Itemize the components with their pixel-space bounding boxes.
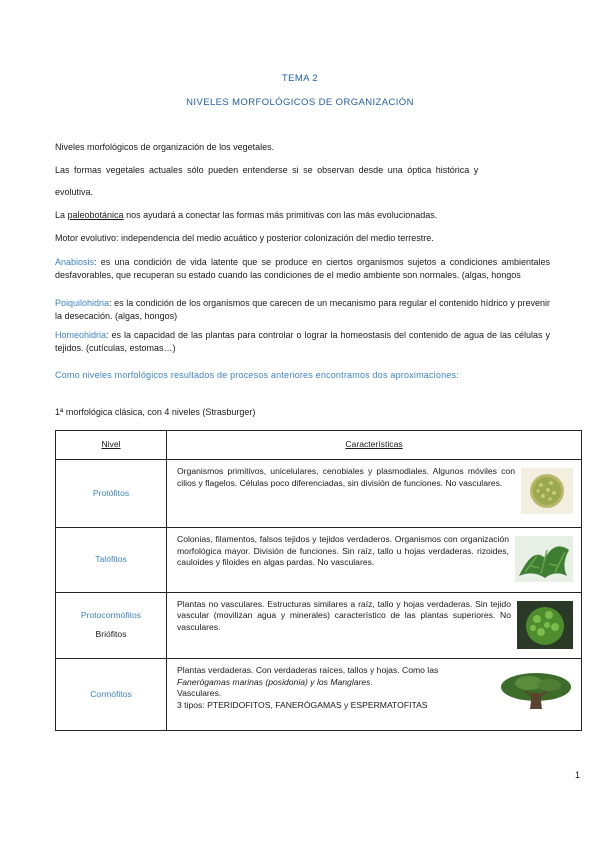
table-row: [56, 460, 582, 528]
morphology-table: [55, 430, 582, 731]
moss-image: [517, 601, 573, 653]
definition-term: Homeohidria: [55, 330, 107, 340]
level-cell: [56, 460, 167, 528]
characteristics-cell: [167, 592, 582, 659]
definition-term: Anabiosis: [55, 257, 95, 267]
characteristics-text: [177, 665, 499, 711]
tema-label: TEMA 2: [281, 73, 319, 84]
approaches-heading: Como niveles morfológicos resultados de procesos anteriores encontramos dos aproximaciones:: [55, 370, 459, 380]
level-cell: [56, 592, 167, 659]
table-row: [56, 592, 582, 659]
seaweed-image: [515, 536, 573, 586]
table-row: [56, 659, 582, 731]
characteristics-cell: [167, 659, 582, 731]
intro-paragraph-2b: evolutiva.: [55, 187, 94, 197]
level-subname: Briófitos: [95, 629, 127, 640]
cormofitos-line-2: Fanerógamas marinas (posidonia) y los Manglares.: [177, 676, 373, 687]
definition-text: : es la condición de los organismos que carecen de un mecanismo para regular el contenido hídrico y prevenir la desecación. (algas, hongos): [55, 298, 550, 321]
characteristics-cell: [167, 460, 582, 528]
cormofitos-line-4: 3 tipos: PTERIDOFITOS, FANERÓGAMAS y ESPERMATOFITAS: [177, 699, 428, 710]
level-cell: [56, 659, 167, 731]
definition-homeohidria: [55, 329, 550, 355]
characteristics-cell: [167, 528, 582, 593]
intro-paragraph-3: [55, 209, 550, 222]
definition-text: : es la capacidad de las plantas para controlar o lograr la homeostasis del contenido de agua de las células y tejidos. (cutículas, estomas…): [55, 330, 550, 353]
characteristics-text: Plantas no vasculares. Estructuras similares a raíz, tallo y hojas verdaderas. Sin tejido vascular (movilizan agua y minerales) característico de las plantas superiores. No vasculares.: [177, 598, 511, 632]
intro-paragraph-4: Motor evolutivo: independencia del medio acuático y posterior colonización del medio terrestre.: [55, 233, 434, 243]
level-name: Protocormófitos: [80, 609, 142, 620]
characteristics-text: Colonias, filamentos, falsos tejidos y tejidos verdaderos. Organismos con organización morfológica mayor. División de funciones. Sin raíz, tallo u hojas verdaderas. rizoides, cauloides y filoides en algas pardas. No vasculares.: [177, 534, 509, 567]
classic-morphology-heading: 1ª morfológica clásica, con 4 niveles (Strasburger): [55, 407, 256, 417]
p3-suffix: nos ayudará a conectar las formas más primitivas con las más evolucionadas.: [123, 210, 438, 220]
cormofitos-line-1: Plantas verdaderas. Con verdaderas raíces, tallos y hojas. Como las: [177, 665, 439, 675]
cormofitos-line-3: Vasculares.: [177, 688, 222, 698]
page-number: 1: [575, 770, 581, 780]
header-nivel: Nivel: [56, 431, 167, 460]
table-row: [56, 528, 582, 593]
level-name: Cormófitos: [90, 688, 132, 699]
definition-anabiosis: [55, 256, 550, 282]
protophyte-cell-image: [521, 468, 573, 518]
definition-text: : es una condición de vida latente que se produce en ciertos organismos sujetos a condiciones ambientales desfavorables, que recuperan su estado cuando las condiciones de el medio ambiente son normales. (algas, hongos: [55, 257, 550, 280]
intro-paragraph-1: Niveles morfológicos de organización de los vegetales.: [55, 142, 275, 152]
characteristics-text: Organismos primitivos, unicelulares, cenobiales y plasmodiales. Algunos móviles con cilios y flagelos. Células poco diferenciadas, sin división de funciones. No vasculares.: [177, 466, 515, 488]
level-name: Protófitos: [92, 487, 130, 498]
paleobotanica-term: paleobotánica: [67, 210, 124, 220]
page-title: NIVELES MORFOLÓGICOS DE ORGANIZACIÓN: [186, 97, 414, 108]
level-name: Talófitos: [95, 554, 127, 564]
level-cell: [56, 528, 167, 593]
intro-paragraph-2: Las formas vegetales actuales sólo pueden entenderse si se observan desde una óptica histórica y: [55, 165, 479, 175]
definition-poiquilohidria: [55, 297, 550, 323]
definition-term: Poiquilohidria: [55, 298, 110, 308]
header-caracteristicas: Características: [167, 431, 582, 460]
p3-prefix: La: [55, 210, 68, 220]
table-header-row: [56, 431, 582, 460]
tree-image: [499, 667, 573, 715]
